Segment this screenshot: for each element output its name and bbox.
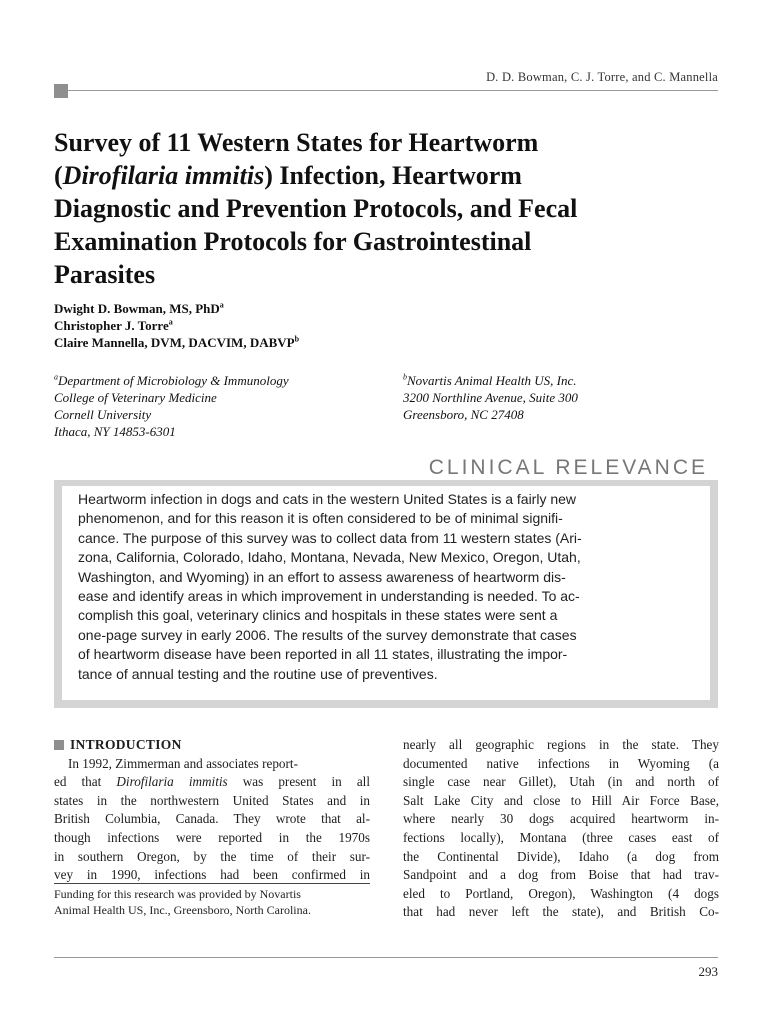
clinical-relevance-heading: CLINICAL RELEVANCE — [428, 456, 708, 479]
funding-footnote: Funding for this research was provided by Novartis Animal Health US, Inc., Greensboro, North Carolina. — [54, 887, 311, 917]
title-line: (Dirofilaria immitis) Infection, Heartworm — [54, 161, 522, 190]
footer-rule — [54, 957, 718, 958]
clinical-relevance-text: Heartworm infection in dogs and cats in the western United States is a fairly new phenomenon, and for this reason it is often considered to be of minimal signifi- cance. The purpose of this survey was to collect data from 11 western states (Ari- zona, California, Colorado, Idaho, Montana, Nevada, New Mexico, Oregon, Utah, Washington, and Wyoming) in an effort to assess awareness of heartworm dis- ease and identify areas in which improvement in understanding is needed. To ac- complish this goal, veterinary clinics and hospitals in these states were sent a one-page survey in early 2006. The results of the survey demonstrate that cases of heartworm disease have been reported in all 11 states, illustrating the impor- tance of annual testing and the routine use of preventives. — [78, 491, 582, 682]
header-rule — [54, 90, 718, 91]
title-line: Parasites — [54, 260, 156, 289]
title-line: Diagnostic and Prevention Protocols, and Fecal — [54, 194, 578, 223]
affiliation-b: $^b$Novartis Animal Health US, Inc. 3200 Northline Avenue, Suite 300 Greensboro, NC 27408 — [403, 372, 578, 422]
footnote-rule — [54, 883, 370, 884]
title-line: Survey of 11 Western States for Heartworm — [54, 128, 539, 157]
header-marker-square — [54, 84, 68, 98]
author-list — [54, 300, 299, 351]
left-column: INTRODUCTION In 1992, Zimmerman and associates report- ed that Dirofilaria immitis was present in all states in the northwestern United States and in British Columbia, Canada. They wrote that al- though infections were reported in the 1970s in southern Oregon, by the time of their sur- vey in 1990, infections had been confirmed in — [54, 737, 371, 883]
title-line: Examination Protocols for Gastrointestinal — [54, 227, 532, 256]
title-species-italic: Dirofilaria immitis — [62, 161, 265, 190]
author: Dwight D. Bowman, MS, PhD$^a$ — [54, 300, 224, 316]
article-title — [54, 126, 694, 291]
page-number: 293 — [698, 964, 718, 979]
section-bullet-icon — [54, 740, 64, 750]
species-italic: Dirofilaria immitis — [116, 774, 228, 790]
right-column: nearly all geographic regions in the state. They documented native infections in Wyoming (a single case near Gillet), Utah (in and north of Salt Lake City and close to Hill Air Force Base, where nearly 30 dogs acquired heartworm in- fections locally), Montana (three cases east of the Continental Divide), Idaho (a dog from Sandpoint and a dog from Boise that had trav- eled to Portland, Oregon), Washington (4 dogs that had never left the state), and British Co- — [403, 737, 719, 920]
running-head: D. D. Bowman, C. J. Torre, and C. Mannella — [486, 70, 718, 84]
affiliation-a: $^a$Department of Microbiology & Immunology College of Veterinary Medicine Cornell University Ithaca, NY 14853-6301 — [54, 372, 289, 439]
author: Christopher J. Torre$^a$ — [54, 317, 173, 333]
introduction-heading: INTRODUCTION — [54, 736, 370, 755]
author: Claire Mannella, DVM, DACVIM, DABVP$^b$ — [54, 334, 300, 350]
